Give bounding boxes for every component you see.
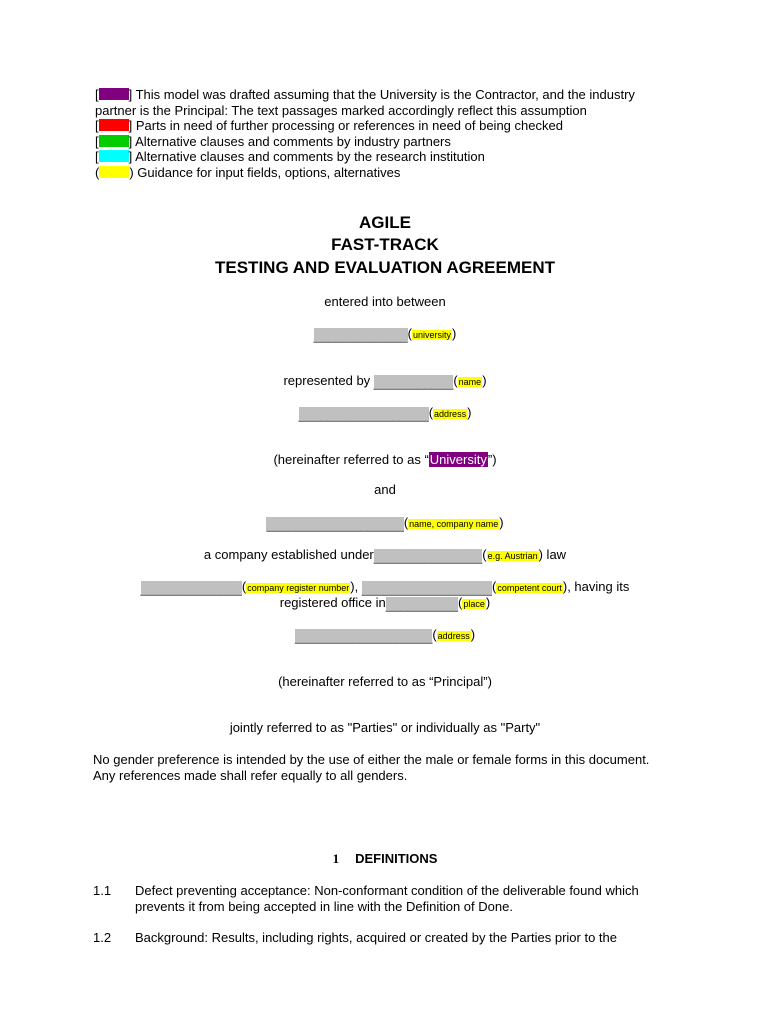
cyan-swatch: [99, 150, 129, 162]
principal-address-field: ___________________(address): [294, 627, 476, 644]
green-swatch: [99, 135, 129, 147]
legend-item-yellow: ( ) Guidance for input fields, options, alternatives: [95, 164, 401, 180]
register-number-blank[interactable]: ______________: [140, 581, 242, 596]
clause-1-1: [93, 883, 673, 915]
university-address-field: __________________(address): [298, 405, 472, 422]
register-number-hint: company register number: [247, 583, 350, 593]
gender-note: No gender preference is intended by the use of either the male or female forms in this document. Any references made shall refer equally to all genders.: [93, 752, 650, 783]
university-address-hint: address: [434, 409, 467, 419]
legend-green-text: ] Alternative clauses and comments by industry partners: [128, 133, 451, 149]
office-place-hint: place: [463, 599, 485, 609]
office-place-blank[interactable]: __________: [385, 597, 459, 612]
representative-blank[interactable]: ___________: [373, 375, 454, 390]
legend-purple-text: ] This model was drafted assuming that the University is the Contractor, and the industry partner is the Principal: The text passages marked accordingly reflect this assumption: [95, 87, 635, 118]
jurisdiction-blank[interactable]: _______________: [373, 549, 483, 564]
court-blank[interactable]: __________________: [361, 581, 492, 596]
and-text: and: [374, 482, 396, 497]
legend-yellow-text: ) Guidance for input fields, options, alternatives: [129, 164, 401, 180]
purple-swatch: [99, 88, 129, 100]
principal-referred-line: (hereinafter referred to as “Principal”): [278, 674, 492, 689]
color-legend: [95, 87, 655, 180]
clause-number: 1.1: [93, 883, 112, 898]
established-under-line: a company established under_______________(e.g. Austrian) law: [203, 547, 567, 564]
legend-item-red: [ ] Parts in need of further processing or references in need of being checked: [95, 118, 563, 133]
university-hint: university: [412, 330, 451, 340]
section-number: 1: [332, 851, 340, 866]
registered-office-line: registered office in__________(place): [279, 595, 491, 612]
legend-item-purple: [ ] This model was drafted assuming that the University is the Contractor, and the industry partner is the Principal: The text passages marked accordingly reflect this assumption: [95, 87, 635, 118]
clause-1-2: [93, 930, 673, 946]
section-heading: [0, 851, 770, 867]
clause-text: Defect preventing acceptance: Non-conformant condition of the deliverable found which prevents it from being accepted in line with the Definition of Done.: [135, 883, 639, 914]
principal-name-field: ___________________(name, company name): [266, 515, 504, 532]
title-line-2: FAST-TRACK: [331, 235, 439, 254]
legend-red-text: ] Parts in need of further processing or references in need of being checked: [128, 118, 563, 133]
represented-by-line: represented by ___________(name): [283, 373, 487, 390]
legend-item-green: [ ] Alternative clauses and comments by industry partners: [95, 133, 451, 149]
clause-text: Background: Results, including rights, acquired or created by the Parties prior to the: [135, 930, 617, 945]
clause-number: 1.2: [93, 930, 112, 945]
red-swatch: [99, 119, 129, 131]
university-term: University: [429, 452, 487, 467]
legend-item-cyan: [ ] Alternative clauses and comments by the research institution: [95, 149, 485, 164]
principal-name-hint: name, company name: [409, 519, 499, 529]
court-hint: competent court: [497, 583, 562, 593]
jointly-referred-line: jointly referred to as "Parties" or individually as "Party": [229, 720, 541, 735]
title-line-1: AGILE: [359, 213, 411, 232]
representative-hint: name: [458, 377, 482, 387]
yellow-swatch: [99, 166, 129, 178]
register-court-line: ______________(company register number), __________________(competent court), having its: [140, 579, 630, 596]
principal-name-blank[interactable]: ___________________: [266, 517, 404, 532]
intro-text: entered into between: [324, 294, 446, 309]
title-line-3: TESTING AND EVALUATION AGREEMENT: [215, 258, 555, 277]
section-title: DEFINITIONS: [355, 851, 438, 866]
principal-address-hint: address: [437, 631, 470, 641]
university-name-field: _____________(university): [313, 326, 457, 343]
university-address-blank[interactable]: __________________: [298, 407, 429, 422]
principal-address-blank[interactable]: ___________________: [294, 629, 433, 644]
legend-cyan-text: ] Alternative clauses and comments by the research institution: [128, 149, 485, 164]
university-referred-line: (hereinafter referred to as “University”): [273, 452, 497, 467]
jurisdiction-hint: e.g. Austrian: [487, 551, 538, 561]
university-blank[interactable]: _____________: [313, 328, 408, 343]
